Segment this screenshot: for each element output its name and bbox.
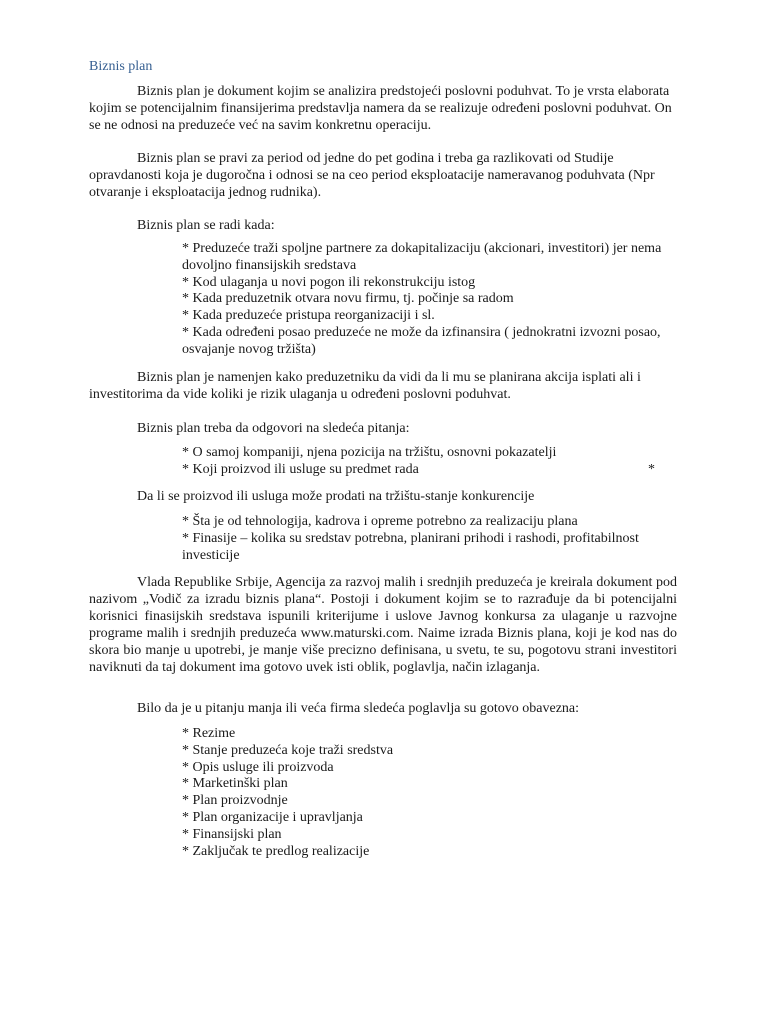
list-requirements <box>182 514 642 564</box>
list-chapters <box>182 726 582 860</box>
list-item: * Koji proizvod ili usluge su predmet rada <box>182 461 419 477</box>
paragraph-intro: Biznis plan je dokument kojim se analizira predstojeći poslovni poduhvat. To je vrsta elaborata kojim se potencijalnim finansijerima predstavlja namera da se realizuje određeni poslovni poduhvat. On se ne odnosi na preduzeće već na savim konkretnu operaciju. <box>89 84 672 133</box>
list-item: * Kada određeni posao preduzeće ne može da izfinansira ( jednokratni izvozni posao, osvajanje novog tržišta) <box>182 324 661 357</box>
list-item: * O samoj kompaniji, njena pozicija na tržištu, osnovni pokazatelji <box>182 445 557 460</box>
list-item: * Marketinški plan <box>182 776 288 792</box>
list-item: * Šta je od tehnologija, kadrova i opreme potrebno za realizaciju plana <box>182 514 578 529</box>
stray-asterisk: * <box>648 462 655 477</box>
list-item: * Finansijski plan <box>182 826 282 842</box>
list-when <box>182 241 672 359</box>
list-item: * Zaključak te predlog realizacije <box>182 843 370 859</box>
paragraph-period: Biznis plan se pravi za period od jedne do pet godina i treba ga razlikovati od Studije opravdanosti koja je dugoročna i odnosi se na ceo period eksploatacije nameravanog poduhvata (Npr otvaranje i eksploatacija jednog rudnika). <box>89 151 655 200</box>
list-item: * Kada preduzetnik otvara novu firmu, tj. počinje sa radom <box>182 291 514 307</box>
list-item: * Plan proizvodnje <box>182 793 288 809</box>
paragraph-purpose: Biznis plan je namenjen kako preduzetniku da vidi da li mu se planirana akcija isplati ali i investitorima da vide koliki je rizik ulaganja u određeni poslovni poduhvat. <box>89 370 641 402</box>
paragraph-questions-heading: Biznis plan treba da odgovori na sledeća pitanja: <box>137 421 410 436</box>
list-questions <box>182 445 672 479</box>
list-item: * Stanje preduzeća koje traži sredstva <box>182 742 394 758</box>
paragraph-agency: Vlada Republike Srbije, Agencija za razvoj malih i srednjih preduzeća je kreirala dokument pod nazivom „Vodič za izradu biznis plana“. Postoji i dokument kojim se to razrađuje da bi potencijalni korisnici finasijskih sredstava ispunili kriterijume i uslove Javnog konkursa za ulaganje u razvojne programe malih i srednjih preduzeća www.maturski.com. Naime izrada Biznis plana, koji je kod nas do skora bio manje u upotrebi, je manje više precizno definisana, u svetu, te su, pogotovu strani investitori naviknuti da taj dokument ima gotovo uvek isti oblik, poglavlja, način izlaganja. <box>89 575 677 675</box>
paragraph-chapters-heading: Bilo da je u pitanju manja ili veća firma sledeća poglavlja su gotovo obavezna: <box>137 701 580 716</box>
list-item: * Opis usluge ili proizvoda <box>182 759 334 775</box>
list-item: * Finasije – kolika su sredstav potrebna, planirani prihodi i rashodi, profitabilnost investicije <box>182 530 639 563</box>
list-item: * Preduzeće traži spoljne partnere za dokapitalizaciju (akcionari, investitori) jer nema dovoljno finansijskih sredstava <box>182 241 662 273</box>
list-item: * Rezime <box>182 726 236 741</box>
section-heading: Biznis plan <box>89 59 153 74</box>
paragraph-market: Da li se proizvod ili usluga može prodati na tržištu-stanje konkurencije <box>137 489 535 504</box>
paragraph-when-heading: Biznis plan se radi kada: <box>137 218 275 233</box>
list-item: * Plan organizacije i upravljanja <box>182 809 363 825</box>
list-item: * Kada preduzeće pristupa reorganizaciji i sl. <box>182 308 435 324</box>
list-item: * Kod ulaganja u novi pogon ili rekonstrukciju istog <box>182 274 476 290</box>
